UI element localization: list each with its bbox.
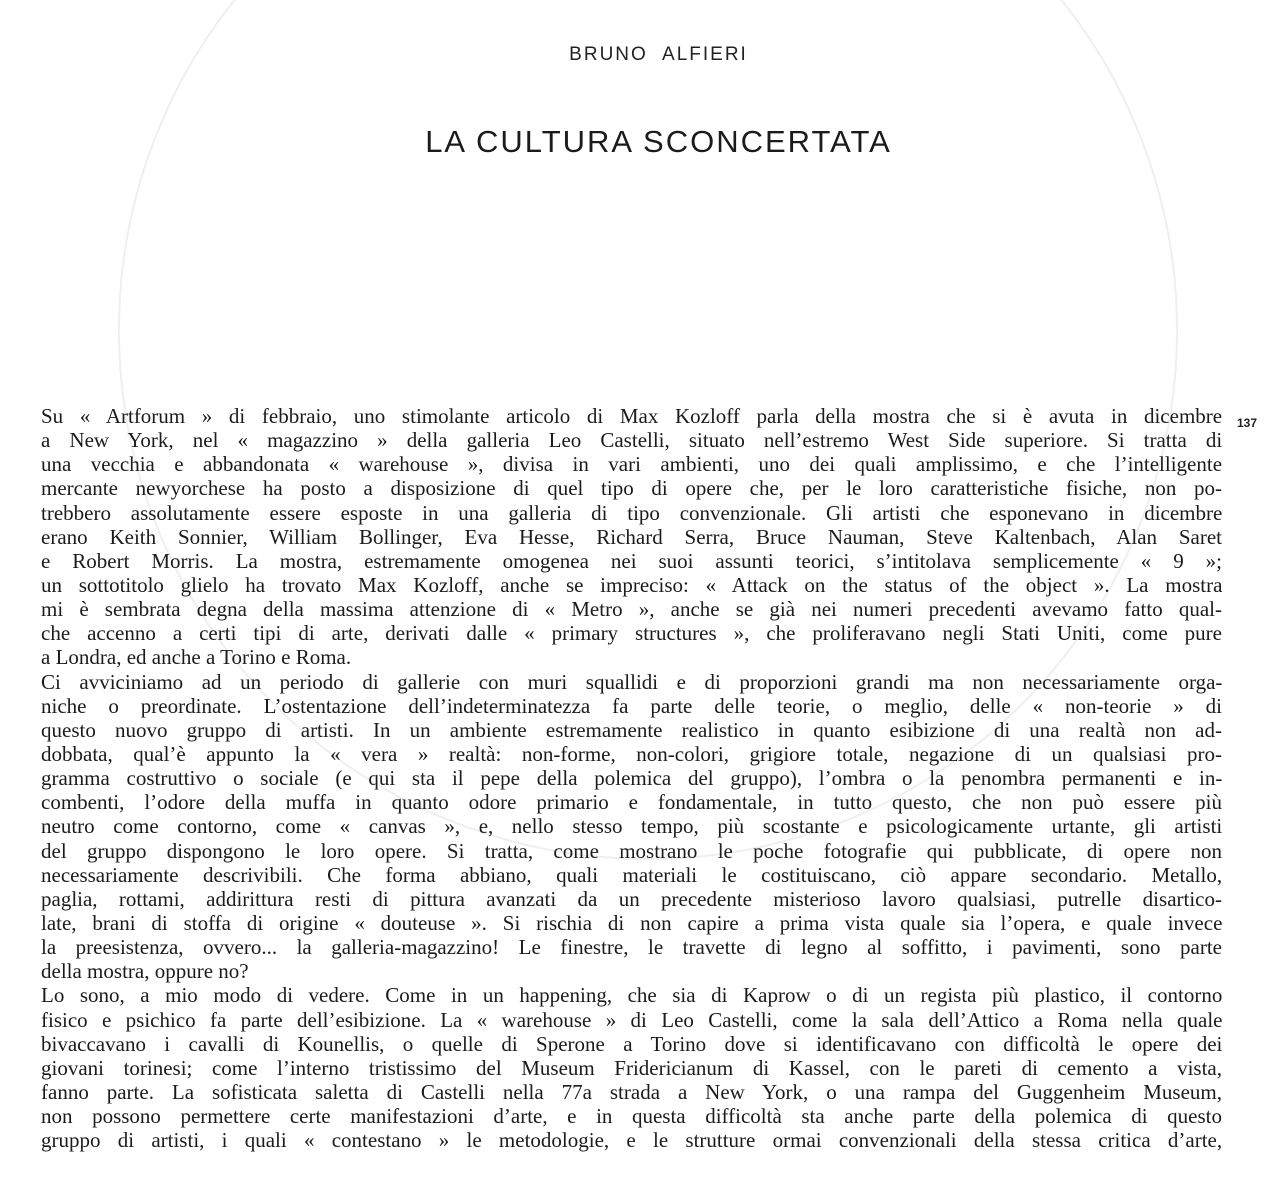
text-line: niche o preordinate. L’ostentazione dell’indeterminatezza fa parte delle teorie, o meglio, delle « non-teorie » di [41, 693, 1223, 718]
text-line: la preesistenza, ovvero... la galleria-magazzino! Le finestre, le travette di legno al soffitto, i pavimenti, sono parte [41, 935, 1222, 960]
text-line: trebbero assolutamente essere esposte in una galleria di tipo convenzionale. Gli artisti che esponevano in dicembre [41, 500, 1223, 525]
text-line: mercante newyorchese ha posto a disposizione di quel tipo di opere che, per le loro caratteristiche fisiche, non po- [41, 476, 1222, 501]
text-line: paglia, rottami, addirittura resti di pittura avanzati da un precedente misterioso lavoro qualsiasi, putrelle disartico- [41, 886, 1222, 911]
text-line: Ci avviciniamo ad un periodo di gallerie con muri squallidi e di proporzioni grandi ma non necessariamente orga- [41, 669, 1223, 694]
text-line: questo nuovo gruppo di artisti. In un ambiente estremamente realistico in quanto esibizione di una realtà non ad- [41, 717, 1222, 742]
text-line: erano Keith Sonnier, William Bollinger, Eva Hesse, Richard Serra, Bruce Nauman, Steve Kaltenbach, Alan Saret [41, 524, 1222, 549]
text-line: fanno parte. La sofisticata saletta di Castelli nella 77a strada a New York, o una rampa del Guggenheim Museum, [41, 1079, 1222, 1104]
text-line: late, brani di stoffa di origine « douteuse ». Si rischia di non capire a prima vista quale sia l’opera, e quale invece [41, 910, 1223, 935]
text-line: una vecchia e abbandonata « warehouse », divisa in vari ambienti, uno dei quali amplissimo, e che l’intelligente [41, 452, 1223, 477]
text-line: a New York, nel « magazzino » della galleria Leo Castelli, situato nell’estremo West Side superiore. Si tratta di [41, 428, 1223, 453]
text-line: bivaccavano i cavalli di Kounellis, o quelle di Sperone a Torino dove si identificavano con difficoltà le opere dei [41, 1031, 1223, 1056]
text-line: un sottotitolo glielo ha trovato Max Kozloff, anche se impreciso: « Attack on the status of the object ». La mostra [41, 572, 1223, 597]
text-line: gruppo di artisti, i quali « contestano » le metodologie, e le strutture ormai convenzionali della stessa critica d’arte, [41, 1128, 1223, 1153]
text-line: gramma costruttivo o sociale (e qui sta il pepe della polemica del gruppo), l’ombra o la penombra permanenti e in- [41, 766, 1223, 791]
text-line: mi è sembrata degna della massima attenzione di « Metro », anche se già nei numeri precedenti avevamo fatto qual- [41, 597, 1222, 622]
text-line: del gruppo dispongono le loro opere. Si tratta, come mostrano le poche fotografie qui pubblicate, di opere non [41, 838, 1222, 863]
text-line: Lo sono, a mio modo di vedere. Come in un happening, che sia di Kaprow o di un regista più plastico, il contorno [41, 983, 1223, 1008]
page-number: 137 [1237, 416, 1258, 430]
article-title: LA CULTURA SCONCERTATA [425, 124, 892, 159]
text-line: a Londra, ed anche a Torino e Roma. [41, 645, 352, 670]
text-line: fisico e psichico fa parte dell’esibizione. La « warehouse » di Leo Castelli, come la sala dell’Attico a Roma nella quale [41, 1007, 1223, 1032]
text-line: giovani torinesi; come l’interno tristissimo del Museum Fridericianum di Kassel, con le pareti di cemento a vista, [41, 1055, 1222, 1080]
text-line: neutro come contorno, come « canvas », e, nello stesso tempo, più scostante e psicologicamente urtante, gli artisti [41, 814, 1223, 839]
text-line: non possono permettere certe manifestazioni d’arte, e in questa difficoltà sta anche parte della polemica di questo [41, 1104, 1222, 1129]
article-body [41, 404, 1222, 1152]
text-line: che accenno a certi tipi di arte, derivati dalle « primary structures », che proliferavano negli Stati Uniti, come pure [41, 621, 1222, 646]
text-line: combenti, l’odore della muffa in quanto odore primario e fondamentale, in tutto questo, che non può essere più [41, 790, 1222, 815]
text-line: della mostra, oppure no? [41, 959, 249, 984]
text-line: dobbata, qual’è appunto la « vera » realtà: non-forme, non-colori, grigiore totale, negazione di un qualsiasi pro- [41, 741, 1222, 766]
text-line: e Robert Morris. La mostra, estremamente omogenea nei suoi assunti teorici, s’intitolava semplicemente « 9 »; [41, 548, 1222, 573]
text-line: Su « Artforum » di febbraio, uno stimolante articolo di Max Kozloff parla della mostra che si è avuta in dicembre [41, 404, 1223, 428]
author-name: BRUNO ALFIERI [569, 44, 748, 65]
text-line: necessariamente descrivibili. Che forma abbiano, quali materiali le costituiscano, ciò appare secondario. Metallo, [41, 862, 1223, 887]
